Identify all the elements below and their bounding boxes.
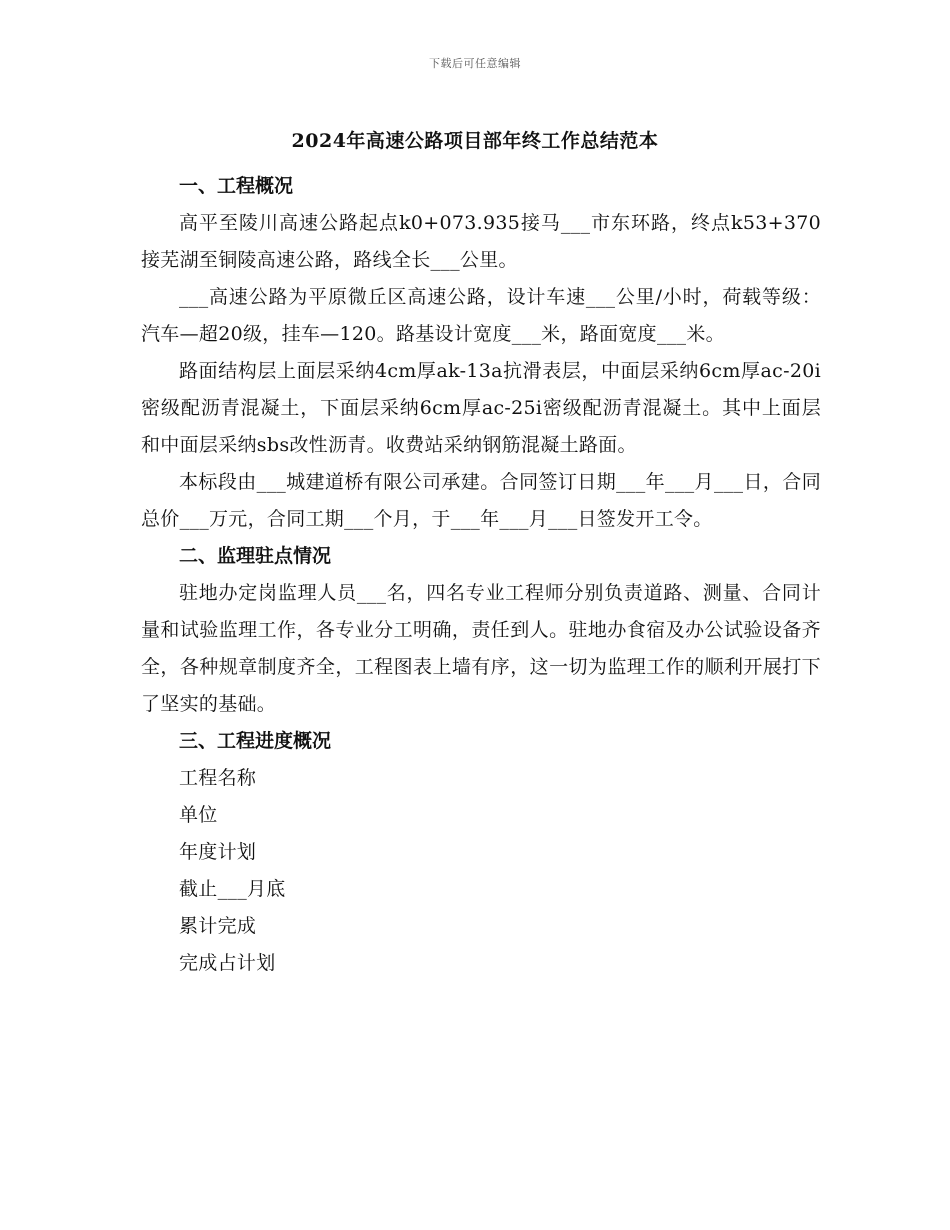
list-item: 年度计划 (179, 841, 257, 863)
section-heading: 三、工程进度概况 (179, 730, 332, 752)
paragraph: 路面结构层上面层采纳4cm厚ak-13a抗滑表层，中面层采纳6cm厚ac-20i密级配沥青混凝土，下面层采纳6cm厚ac-25i密级配沥青混凝土。其中上面层和中面层采纳sbs改性沥青。收费站采纳钢筋混凝土路面。 (141, 360, 821, 456)
paragraph: 驻地办定岗监理人员___名，四名专业工程师分别负责道路、测量、合同计量和试验监理工作，各专业分工明确，责任到人。驻地办食宿及办公试验设备齐全，各种规章制度齐全，工程图表上墙有序，这一切为监理工作的顺利开展打下了坚实的基础。 (141, 582, 821, 715)
paragraph: 高平至陵川高速公路起点k0+073.935接马___市东环路，终点k53+370接芜湖至铜陵高速公路，路线全长___公里。 (141, 212, 821, 271)
document-body (141, 168, 821, 982)
section-heading: 二、监理驻点情况 (179, 545, 332, 567)
section-heading: 一、工程概况 (179, 175, 294, 197)
list-item: 截止___月底 (179, 878, 286, 900)
list-item: 单位 (179, 804, 218, 826)
list-item: 工程名称 (179, 767, 257, 789)
list-item: 完成占计划 (179, 952, 276, 974)
list-item: 累计完成 (179, 915, 257, 937)
paragraph: 本标段由___城建道桥有限公司承建。合同签订日期___年___月___日，合同总价___万元，合同工期___个月，于___年___月___日签发开工令。 (141, 471, 821, 530)
document-title: 2024年高速公路项目部年终工作总结范本 (291, 130, 659, 152)
paragraph: ___高速公路为平原微丘区高速公路，设计车速___公里/小时，荷载等级：汽车—超20级，挂车—120。路基设计宽度___米，路面宽度___米。 (141, 286, 821, 345)
page-header-note: 下载后可任意编辑 (429, 57, 521, 70)
